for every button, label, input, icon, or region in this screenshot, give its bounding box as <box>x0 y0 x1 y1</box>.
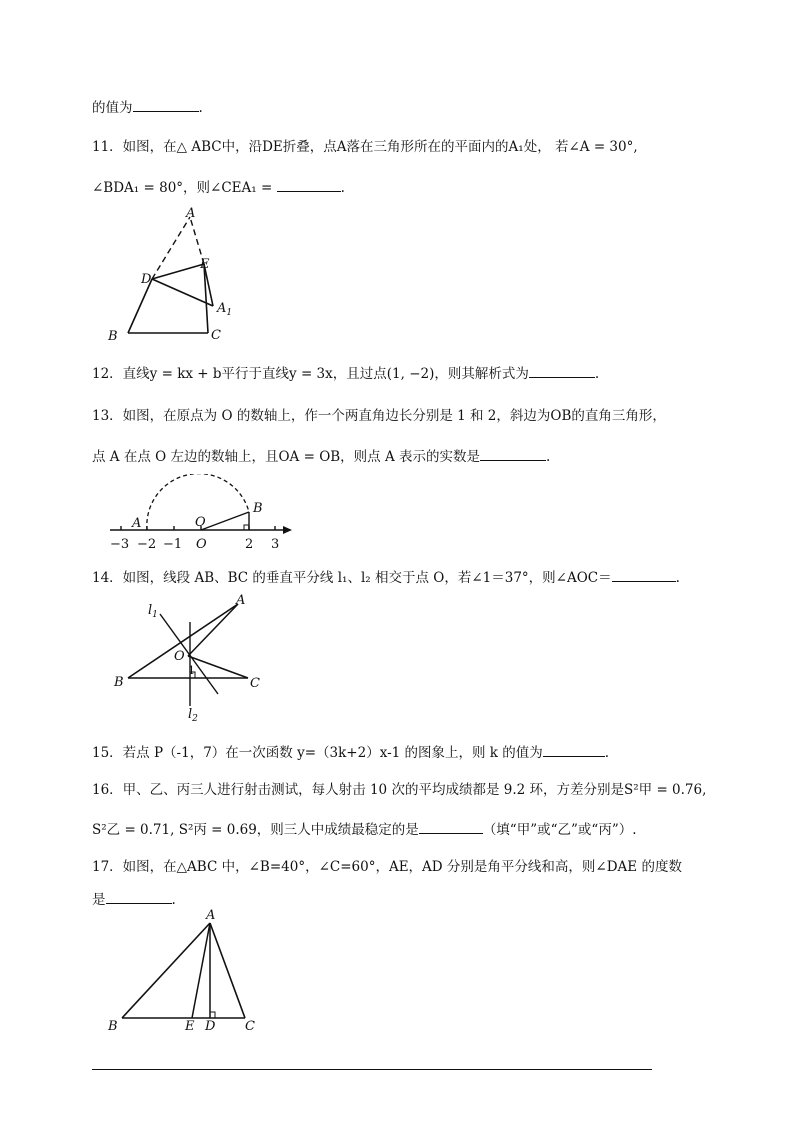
label-a: A <box>132 516 142 531</box>
q11-line2: ∠BDA₁ = 80°，则∠CEA₁ = . <box>92 176 345 196</box>
label-a: A <box>186 206 196 221</box>
q10-tail: 的值为 . <box>92 96 203 116</box>
q17-line1: 17．如图，在△ABC 中，∠B=40°，∠C=60°，AE，AD 分别是角平分线和高，则∠DAE 的度数 <box>92 859 682 875</box>
tick-label: −1 <box>163 537 183 552</box>
tick-label: 2 <box>245 537 254 552</box>
label-b: B <box>108 329 118 344</box>
q12-line: 12．直线y = kx + b平行于直线y = 3x，且过点(1, −2)，则其解析式为 . <box>92 362 599 382</box>
tick-label: 3 <box>271 537 280 552</box>
q13-number-line <box>100 474 300 554</box>
answer-blank[interactable] <box>612 567 676 582</box>
segment-ab <box>122 923 210 1018</box>
label-c: C <box>245 1019 255 1034</box>
q10-text: 的值为 <box>92 100 133 116</box>
answer-blank[interactable] <box>419 819 483 834</box>
tick-label: −2 <box>137 537 157 552</box>
answer-blank[interactable] <box>480 446 546 461</box>
answer-blank[interactable] <box>277 177 341 192</box>
q15-line: 15．若点 P（-1，7）在一次函数 y=（3k+2）x-1 的图象上，则 k 的值为 . <box>92 741 609 761</box>
label-e: E <box>200 257 210 272</box>
segment-ba <box>128 604 238 678</box>
q11-line1: 11．如图，在△ ABC中，沿DE折叠，点A落在三角形所在的平面内的A₁处， 若∠A = 30°, <box>92 139 638 155</box>
label-b: B <box>108 1019 118 1034</box>
q14-line: 14．如图，线段 AB、BC 的垂直平分线 l₁、l₂ 相交于点 O，若∠1＝37°，则∠AOC＝ . <box>92 566 680 586</box>
q13-line2: 点 A 在点 O 左边的数轴上，且OA = OB，则点 A 表示的实数是 . <box>92 445 550 465</box>
segment-oc <box>188 656 248 678</box>
q16-line1: 16．甲、乙、丙三人进行射击测试，每人射击 10 次的平均成绩都是 9.2 环，方差分别是S²甲 = 0.76, <box>92 782 707 798</box>
q11-figure <box>100 205 250 345</box>
answer-blank[interactable] <box>543 742 605 757</box>
label-a1: $A_1$ <box>217 301 233 318</box>
q17-line2: 是 . <box>92 888 176 908</box>
label-c: C <box>250 676 260 691</box>
label-c: C <box>211 328 221 343</box>
tick-label: O <box>196 537 207 552</box>
label-angle-1: 1 <box>188 664 195 677</box>
hypotenuse-ob <box>201 512 249 530</box>
axis-arrow <box>283 526 292 534</box>
q16-line2: S²乙 = 0.71, S²丙 = 0.69，则三人中成绩最稳定的是 （填“甲”或“乙”或“丙”）. <box>92 818 637 838</box>
segment-bd <box>128 279 152 333</box>
label-b: B <box>114 675 124 690</box>
answer-blank[interactable] <box>529 363 595 378</box>
label-l2: $l_2$ <box>188 707 198 724</box>
segment-da1 <box>152 279 213 306</box>
segment-ae <box>192 923 210 1018</box>
label-o: O <box>195 515 206 530</box>
label-a: A <box>236 593 246 608</box>
segment-oa <box>188 604 238 656</box>
q17-figure <box>100 905 280 1035</box>
label-e: E <box>185 1019 195 1034</box>
q14-figure <box>110 592 270 727</box>
label-l1: $l_1$ <box>148 603 158 620</box>
line-l1 <box>160 614 218 694</box>
label-d: D <box>205 1019 216 1034</box>
answer-blank[interactable] <box>106 889 172 904</box>
answer-blank[interactable] <box>133 97 199 112</box>
q13-line1: 13．如图，在原点为 O 的数轴上，作一个两直角边长分别是 1 和 2，斜边为OB的直角三角形， <box>92 408 666 424</box>
label-b: B <box>253 501 263 516</box>
label-a: A <box>206 908 216 923</box>
label-o: O <box>174 649 185 664</box>
footer-rule <box>92 1069 652 1070</box>
tick-label: −3 <box>110 537 130 552</box>
label-d: D <box>141 272 152 287</box>
segment-ac <box>210 923 245 1018</box>
